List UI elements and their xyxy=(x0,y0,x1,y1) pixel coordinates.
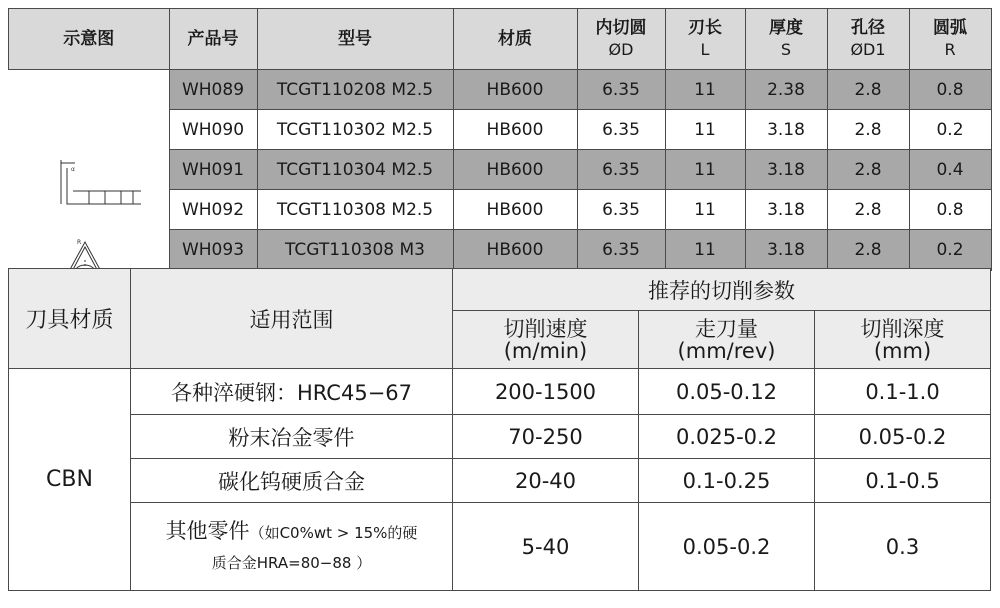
header-thickness xyxy=(745,9,827,70)
header-feed-title: 走刀量 xyxy=(695,316,758,341)
header-hole-title: 孔径 xyxy=(851,18,885,38)
header-edge-sub: L xyxy=(700,40,710,59)
cell-scope: 碳化钨硬质合金 xyxy=(131,459,453,503)
header-cut-depth xyxy=(815,311,991,369)
svg-text:α: α xyxy=(70,166,75,173)
cell-d: 6.35 xyxy=(577,230,665,270)
cell-s: 3.18 xyxy=(745,150,827,190)
cell-scope-main: 其他零件 xyxy=(165,518,250,543)
insert-diagram-cell xyxy=(9,70,170,271)
cell-s: 3.18 xyxy=(745,110,827,150)
cell-scope xyxy=(131,503,453,591)
cell-product-no: WH090 xyxy=(169,110,257,150)
cell-s: 2.38 xyxy=(745,70,827,110)
cell-d: 6.35 xyxy=(577,110,665,150)
cell-scope: 粉末冶金零件 xyxy=(131,415,453,459)
header-hole-diameter xyxy=(827,9,909,70)
header-edge-title: 刃长 xyxy=(688,18,722,38)
cell-depth: 0.1-1.0 xyxy=(815,369,991,415)
cell-model: TCGT110308 M3 xyxy=(257,230,453,270)
cell-d: 6.35 xyxy=(577,70,665,110)
header-feed xyxy=(639,311,815,369)
product-table-header-row xyxy=(9,9,992,70)
header-speed-unit: (m/min) xyxy=(503,338,588,363)
header-inscribed-sub: ØD xyxy=(608,40,634,59)
header-scope: 适用范围 xyxy=(131,269,453,369)
cell-model: TCGT110308 M2.5 xyxy=(257,190,453,230)
header-diagram: 示意图 xyxy=(9,9,170,70)
cell-s: 3.18 xyxy=(745,190,827,230)
table-row xyxy=(9,459,991,503)
cell-d1: 2.8 xyxy=(827,150,909,190)
cell-material: HB600 xyxy=(453,230,577,270)
insert-diagram xyxy=(9,70,169,270)
header-inscribed-circle xyxy=(577,9,665,70)
header-radius-title: 圆弧 xyxy=(933,18,967,38)
header-recommended-params: 推荐的切削参数 xyxy=(453,269,991,311)
cell-speed: 5-40 xyxy=(453,503,639,591)
cell-speed: 20-40 xyxy=(453,459,639,503)
header-product-no: 产品号 xyxy=(169,9,257,70)
cell-speed: 200-1500 xyxy=(453,369,639,415)
svg-text:R: R xyxy=(76,239,81,246)
cell-l: 11 xyxy=(665,150,745,190)
header-edge-length xyxy=(665,9,745,70)
cell-depth: 0.05-0.2 xyxy=(815,415,991,459)
cell-product-no: WH093 xyxy=(169,230,257,270)
header-thickness-title: 厚度 xyxy=(769,18,803,38)
table-row xyxy=(9,503,991,591)
header-radius xyxy=(909,9,991,70)
insert-sketch-image xyxy=(9,70,169,270)
cell-material: HB600 xyxy=(453,190,577,230)
cell-feed: 0.025-0.2 xyxy=(639,415,815,459)
cell-d1: 2.8 xyxy=(827,190,909,230)
cell-l: 11 xyxy=(665,70,745,110)
cell-feed: 0.05-0.12 xyxy=(639,369,815,415)
params-header-row-1 xyxy=(9,269,991,311)
header-depth-unit: (mm) xyxy=(873,338,932,363)
cell-s: 3.18 xyxy=(745,230,827,270)
header-feed-unit: (mm/rev) xyxy=(677,338,776,363)
header-cutting-speed xyxy=(453,311,639,369)
cell-d: 6.35 xyxy=(577,150,665,190)
cell-speed: 70-250 xyxy=(453,415,639,459)
cell-r: 0.8 xyxy=(909,70,991,110)
cell-l: 11 xyxy=(665,190,745,230)
product-table xyxy=(8,8,992,271)
table-row xyxy=(9,70,992,110)
cell-product-no: WH089 xyxy=(169,70,257,110)
cell-l: 11 xyxy=(665,230,745,270)
header-thickness-sub: S xyxy=(780,40,792,59)
cell-material: HB600 xyxy=(453,70,577,110)
cell-d: 6.35 xyxy=(577,190,665,230)
cell-r: 0.4 xyxy=(909,150,991,190)
header-speed-title: 切削速度 xyxy=(503,316,588,341)
header-tool-material: 刀具材质 xyxy=(9,269,131,369)
cell-scope-main-line xyxy=(131,516,452,548)
cell-tool-material: CBN xyxy=(9,369,131,591)
cell-depth: 0.1-0.5 xyxy=(815,459,991,503)
header-inscribed-title: 内切圆 xyxy=(595,18,647,38)
cell-scope-note1: （如C0%wt > 15%的硬 xyxy=(249,523,418,542)
table-row xyxy=(9,369,991,415)
header-hole-sub: ØD1 xyxy=(850,40,886,59)
cell-d1: 2.8 xyxy=(827,110,909,150)
header-depth-title: 切削深度 xyxy=(860,316,945,341)
cell-model: TCGT110302 M2.5 xyxy=(257,110,453,150)
cell-material: HB600 xyxy=(453,150,577,190)
cell-feed: 0.1-0.25 xyxy=(639,459,815,503)
cell-material: HB600 xyxy=(453,110,577,150)
cell-scope: 各种淬硬钢：HRC45−67 xyxy=(131,369,453,415)
cell-r: 0.8 xyxy=(909,190,991,230)
header-material: 材质 xyxy=(453,9,577,70)
cell-r: 0.2 xyxy=(909,110,991,150)
header-model: 型号 xyxy=(257,9,453,70)
cell-product-no: WH091 xyxy=(169,150,257,190)
cell-d1: 2.8 xyxy=(827,230,909,270)
cell-product-no: WH092 xyxy=(169,190,257,230)
header-radius-sub: R xyxy=(944,40,956,59)
table-row xyxy=(9,415,991,459)
cell-model: TCGT110304 M2.5 xyxy=(257,150,453,190)
cutting-params-table xyxy=(8,268,991,591)
cell-r: 0.2 xyxy=(909,230,991,270)
cell-scope-note2: 质合金HRA=80−88 ） xyxy=(211,553,372,572)
cell-feed: 0.05-0.2 xyxy=(639,503,815,591)
cell-l: 11 xyxy=(665,110,745,150)
cell-d1: 2.8 xyxy=(827,70,909,110)
cell-depth: 0.3 xyxy=(815,503,991,591)
cell-model: TCGT110208 M2.5 xyxy=(257,70,453,110)
